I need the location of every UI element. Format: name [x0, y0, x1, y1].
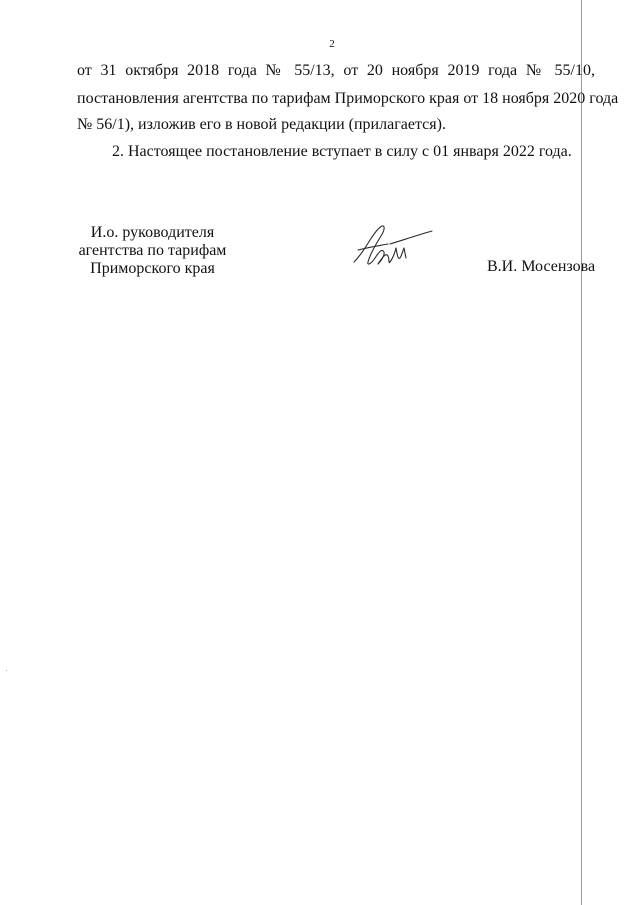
- scan-speck: [6, 670, 7, 671]
- signatory-title: [70, 224, 235, 278]
- signatory-title-line-1: И.о. руководителя: [90, 224, 215, 241]
- page-number: 2: [329, 38, 335, 50]
- body-line-3: № 56/1), изложив его в новой редакции (прилагается).: [77, 116, 446, 133]
- body-line-1: от 31 октября 2018 года № 55/13, от 20 ноября 2019 года № 55/10,: [77, 62, 595, 79]
- signatory-name: В.И. Мосензова: [487, 258, 596, 275]
- signatory-title-line-2: агентства по тарифам: [78, 242, 227, 259]
- signatory-title-line-3: Приморского края: [90, 260, 215, 277]
- margin-rule: [581, 0, 582, 905]
- body-line-2: постановления агентства по тарифам Приморского края от 18 ноября 2020 года: [77, 90, 619, 107]
- paragraph-2: 2. Настоящее постановление вступает в силу с 01 января 2022 года.: [112, 143, 572, 160]
- handwritten-signature-icon: [348, 222, 434, 270]
